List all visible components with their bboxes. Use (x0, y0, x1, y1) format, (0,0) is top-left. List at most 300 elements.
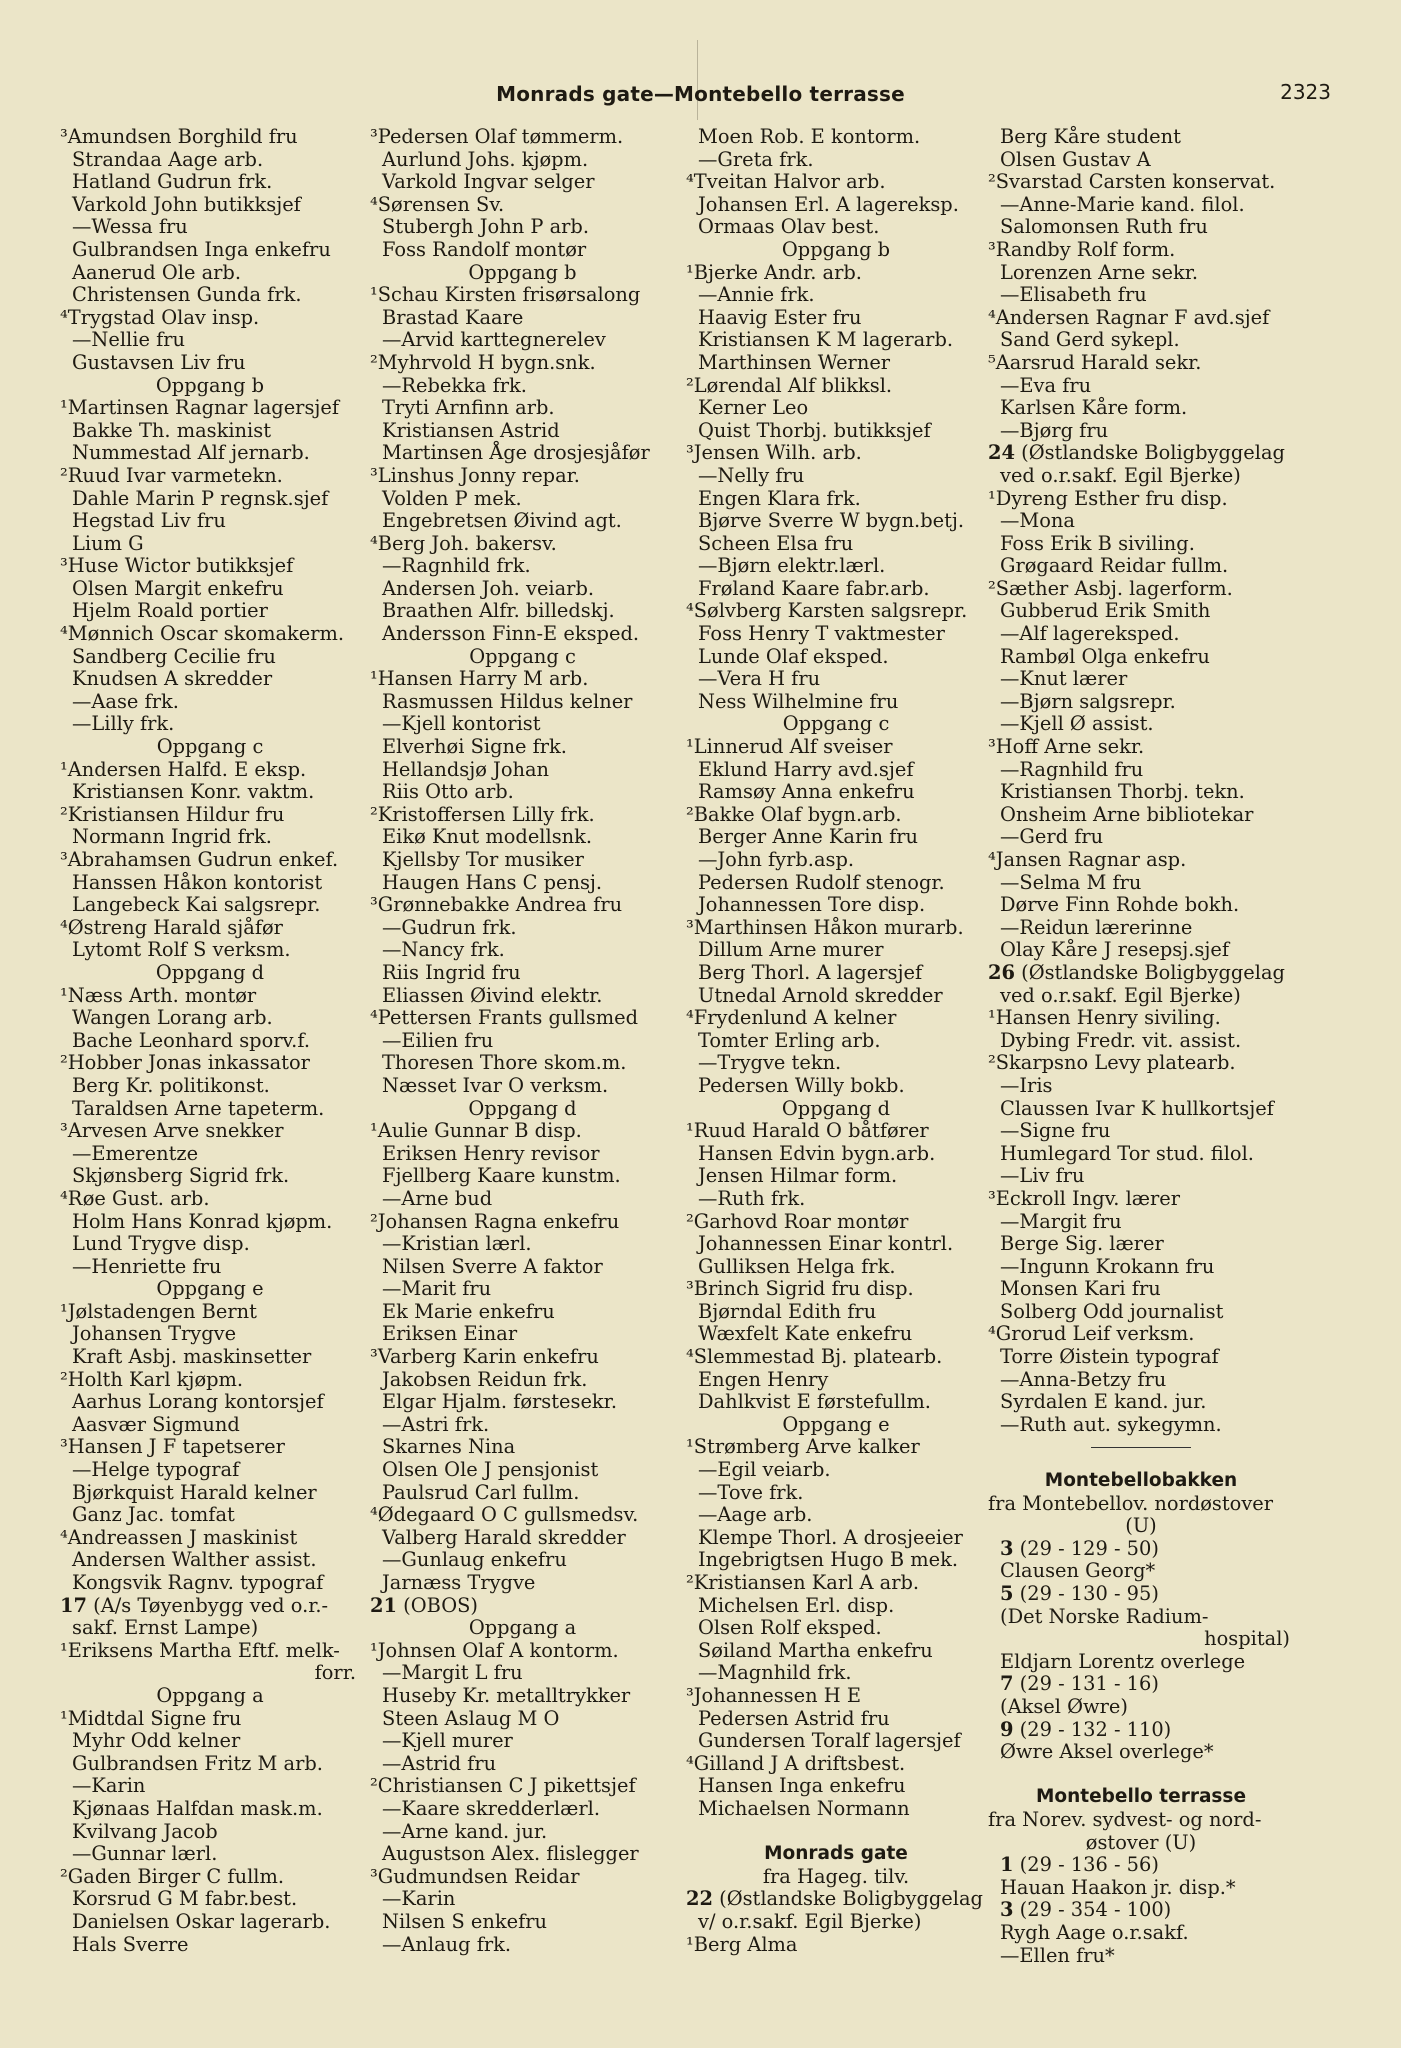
resident-entry: ved o.r.sakf. Egil Bjerke) (1000, 463, 1241, 487)
resident-entry: ²Garhovd Roar montør (686, 1209, 909, 1233)
resident-entry: ⁴Røe Gust. arb. (60, 1186, 210, 1210)
resident-entry: ²Hobber Jonas inkassator (60, 1051, 310, 1075)
building-entry (370, 1595, 675, 1618)
entrance-heading: Oppgang d (781, 1096, 891, 1120)
page-number: 2323 (1280, 80, 1331, 104)
resident-entry: —Anna-Betzy fru (1000, 1367, 1167, 1391)
building-number: 24 (988, 441, 1015, 465)
resident-entry: ¹Ruud Harald O båtfører (686, 1119, 929, 1143)
resident-entry: Berg Kåre student (1000, 125, 1181, 148)
resident-entry: Monsen Kari fru (1000, 1277, 1161, 1301)
resident-entry: —Bjørg fru (1000, 418, 1109, 442)
resident-entry: Lium G (72, 531, 144, 555)
resident-entry: Haugen Hans C pensj. (382, 870, 603, 894)
resident-entry: Valberg Harald skredder (382, 1525, 626, 1549)
resident-entry: —Eva fru (1000, 373, 1092, 397)
resident-entry: ⁴Slemmestad Bj. platearb. (686, 1345, 943, 1369)
resident-entry: Ek Marie enkefru (382, 1299, 555, 1323)
resident-entry: Berg Thorl. A lagersjef (698, 960, 923, 984)
resident-entry: Foss Henry T vaktmester (698, 622, 945, 646)
resident-entry: Moen Rob. E kontorm. (698, 125, 921, 148)
resident-entry: ⁴Berg Joh. bakersv. (370, 531, 557, 555)
resident-entry: Hanssen Håkon kontorist (72, 870, 323, 894)
resident-entry: Hellandsjø Johan (382, 757, 550, 781)
resident-entry: Claussen Ivar K hullkortsjef (1000, 1096, 1274, 1120)
resident-entry: —Bjørn salgsrepr. (1000, 689, 1176, 713)
resident-entry: ¹Strømberg Arve kalker (686, 1435, 920, 1459)
resident-entry: Gulliksen Helga frk. (698, 1254, 896, 1278)
resident-entry: Onsheim Arne bibliotekar (1000, 802, 1254, 826)
resident-entry: —Elisabeth fru (1000, 283, 1147, 307)
resident-entry: ¹Midtdal Signe fru (60, 1706, 242, 1730)
building-owner: (29 - 136 - 56) (1013, 1853, 1159, 1877)
resident-entry: ³Linshus Jonny repar. (370, 463, 580, 487)
resident-entry: Aurlund Johs. kjøpm. (382, 147, 589, 171)
building-entry (988, 962, 1294, 985)
resident-entry: Elverhøi Signe frk. (382, 735, 567, 759)
entrance-heading: Oppgang a (156, 1683, 264, 1707)
resident-entry: ³Pedersen Olaf tømmerm. (370, 125, 624, 148)
resident-entry: ⁵Aarsrud Harald sekr. (988, 350, 1202, 374)
resident-entry: ³Gudmundsen Reidar (370, 1864, 580, 1888)
resident-entry: —Anne-Marie kand. filol. (1000, 192, 1245, 216)
building-number: 17 (60, 1593, 87, 1617)
resident-entry: —Karin (72, 1774, 146, 1798)
resident-entry: Engen Henry (698, 1367, 829, 1391)
resident-entry: ²Christiansen C J pikettsjef (370, 1774, 636, 1798)
resident-entry: Nummestad Alf jernarb. (72, 441, 310, 465)
building-owner: (Østlandske Boligbyggelag (1014, 441, 1285, 465)
resident-entry: —Egil veiarb. (698, 1458, 831, 1482)
resident-entry: Kristiansen Konr. vaktm. (72, 780, 315, 804)
resident-entry: —Rebekka frk. (382, 373, 527, 397)
resident-entry: ³Randby Rolf form. (988, 237, 1176, 261)
resident-entry: ¹Jølstadengen Bernt (60, 1299, 257, 1323)
resident-entry: Dahle Marin P regnsk.sjef (72, 486, 329, 510)
resident-entry: ³Arvesen Arve snekker (60, 1119, 284, 1143)
building-number: 3 (1000, 1898, 1014, 1922)
resident-entry: Dybing Fredr. vit. assist. (1000, 1028, 1242, 1052)
resident-entry: Gundersen Toralf lagersjef (698, 1729, 961, 1753)
resident-entry: —Wessa fru (72, 215, 188, 239)
resident-entry: Kraft Asbj. maskinsetter (72, 1345, 312, 1369)
resident-entry: Hjelm Roald portier (72, 599, 268, 623)
resident-entry: Eriksen Einar (382, 1322, 518, 1346)
entrance-heading: Oppgang b (781, 237, 891, 261)
building-owner: (Østlandske Boligbyggelag (1014, 960, 1285, 984)
resident-entry: Strandaa Aage arb. (72, 147, 264, 171)
resident-entry: Hansen Inga enkefru (698, 1774, 906, 1798)
resident-entry: ³Huse Wictor butikksjef (60, 554, 294, 578)
resident-entry: —Gunnar lærl. (72, 1842, 218, 1866)
resident-entry: —Marit fru (382, 1277, 492, 1301)
resident-entry: Clausen Georg* (1000, 1559, 1156, 1583)
resident-entry: Eliassen Øivind elektr. (382, 983, 603, 1007)
resident-entry: —Signe fru (1000, 1119, 1111, 1143)
resident-entry: Andersson Finn-E eksped. (382, 622, 640, 646)
resident-entry: Aarhus Lorang kontorsjef (72, 1390, 324, 1414)
resident-entry: Johannessen Tore disp. (698, 893, 926, 917)
resident-entry: ⁴Tveitan Halvor arb. (686, 170, 886, 194)
resident-entry: fra Montebellov. nordøstover (988, 1491, 1274, 1515)
resident-entry: —Karin (382, 1887, 456, 1911)
resident-entry: ¹Eriksens Martha Eftf. melk- (60, 1638, 340, 1662)
resident-entry: ³Eckroll Ingv. lærer (988, 1186, 1181, 1210)
resident-entry: ²Myhrvold H bygn.snk. (370, 350, 596, 374)
resident-entry: Eklund Harry avd.sjef (698, 757, 914, 781)
resident-entry: Øwre Aksel overlege* (1000, 1740, 1214, 1764)
resident-entry: —Kjell Ø assist. (1000, 712, 1154, 736)
resident-entry: Rasmussen Hildus kelner (382, 689, 633, 713)
resident-entry: Martinsen Åge drosjesjåfør (382, 441, 650, 465)
resident-entry: ¹Hansen Harry M arb. (370, 667, 589, 691)
building-owner: (29 - 129 - 50) (1013, 1536, 1159, 1560)
resident-entry: Fjellberg Kaare kunstm. (382, 1164, 621, 1188)
resident-entry: Thoresen Thore skom.m. (382, 1051, 627, 1075)
resident-entry: ²Svarstad Carsten konservat. (988, 170, 1276, 194)
resident-entry: ⁴Ødegaard O C gullsmedsv. (370, 1503, 639, 1527)
centered-note: fra Hageg. tilv. (762, 1864, 910, 1888)
resident-entry: —Gunlaug enkefru (382, 1548, 567, 1572)
resident-entry: —Arvid karttegnerelev (382, 328, 606, 352)
resident-entry: Kerner Leo (698, 396, 809, 420)
entrance-heading: Oppgang e (156, 1277, 264, 1301)
entrance-heading: Oppgang d (468, 1096, 577, 1120)
resident-entry: —Alf lagereksped. (1000, 622, 1180, 646)
resident-entry: Christensen Gunda frk. (72, 283, 302, 307)
building-entry (988, 1854, 1294, 1877)
resident-entry: Hansen Edvin bygn.arb. (698, 1141, 936, 1165)
resident-entry: Rygh Aage o.r.sakf. (1000, 1920, 1189, 1944)
resident-entry: Jakobsen Reidun frk. (382, 1367, 588, 1391)
resident-entry: ³Amundsen Borghild fru (60, 125, 298, 148)
resident-entry: Augustson Alex. flislegger (382, 1842, 639, 1866)
resident-entry: Bakke Th. maskinist (72, 418, 271, 442)
resident-entry: Skarnes Nina (382, 1435, 516, 1459)
resident-entry: —Henriette fru (72, 1254, 222, 1278)
resident-entry: (Aksel Øwre) (1000, 1694, 1128, 1718)
resident-entry: Humlegard Tor stud. filol. (1000, 1141, 1254, 1165)
resident-entry: Engen Klara frk. (698, 486, 861, 510)
resident-entry: Rambøl Olga enkefru (1000, 644, 1210, 668)
resident-entry: Pedersen Willy bokb. (698, 1073, 905, 1097)
building-entry (686, 1888, 986, 1911)
resident-entry: Johansen Trygve (72, 1322, 237, 1346)
building-owner: (A/s Tøyenbygg ved o.r.- (86, 1593, 329, 1617)
resident-entry: Berger Anne Karin fru (698, 825, 919, 849)
resident-entry: Tomter Erling arb. (698, 1028, 881, 1052)
resident-entry: Braathen Alfr. billedskj. (382, 599, 615, 623)
resident-entry: ⁴Andreassen J maskinist (60, 1525, 298, 1549)
resident-entry: Hegstad Liv fru (72, 509, 226, 533)
resident-entry: Scheen Elsa fru (698, 531, 854, 555)
resident-entry: ³Hoff Arne sekr. (988, 735, 1145, 759)
resident-entry: Foss Erik B siviling. (1000, 531, 1195, 555)
building-owner: (29 - 131 - 16) (1013, 1672, 1159, 1696)
resident-entry: Riis Ingrid fru (382, 960, 521, 984)
resident-entry: Bache Leonhard sporv.f. (72, 1028, 310, 1052)
resident-entry: ¹Berg Alma (686, 1932, 798, 1956)
resident-entry: Engebretsen Øivind agt. (382, 509, 622, 533)
resident-entry: ³Marthinsen Håkon murarb. (686, 915, 964, 939)
resident-entry: Næsset Ivar O verksm. (382, 1073, 609, 1097)
resident-entry: Klempe Thorl. A drosjeeier (698, 1525, 963, 1549)
resident-entry: Pedersen Rudolf stenogr. (698, 870, 945, 894)
resident-entry: ved o.r.sakf. Egil Bjerke) (1000, 983, 1241, 1007)
resident-entry: —Aase frk. (72, 689, 179, 713)
building-number: 22 (686, 1887, 713, 1911)
resident-entry: ¹Hansen Henry siviling. (988, 1006, 1221, 1030)
resident-entry: Bjørkquist Harald kelner (72, 1480, 317, 1504)
building-owner: (29 - 130 - 95) (1013, 1582, 1159, 1605)
resident-entry: —Emerentze (72, 1141, 199, 1165)
building-owner: (29 - 354 - 100) (1013, 1898, 1172, 1922)
resident-entry: —Lilly frk. (72, 712, 175, 736)
resident-entry: ²Skarpsno Levy platearb. (988, 1051, 1236, 1075)
resident-entry: Lunde Olaf eksped. (698, 644, 889, 668)
resident-entry: Andersen Walther assist. (72, 1548, 317, 1572)
resident-entry: —Trygve tekn. (698, 1051, 842, 1075)
resident-entry: Grøgaard Reidar fullm. (1000, 554, 1229, 578)
resident-entry: Frøland Kaare fabr.arb. (698, 576, 930, 600)
resident-entry: ²Bakke Olaf bygn.arb. (686, 802, 902, 826)
resident-entry: —Kjell kontorist (382, 712, 541, 736)
resident-entry: Ness Wilhelmine fru (698, 689, 899, 713)
building-number: 5 (1000, 1582, 1014, 1605)
resident-entry: Brastad Kaare (382, 305, 524, 329)
resident-entry: Jensen Hilmar form. (698, 1164, 898, 1188)
resident-entry: ¹Schau Kirsten frisørsalong (370, 283, 641, 307)
resident-entry: sakf. Ernst Lampe) (72, 1616, 259, 1640)
resident-entry: Myhr Odd kelner (72, 1729, 241, 1753)
resident-entry: —Nellie fru (72, 328, 186, 352)
resident-entry: —Nelly fru (698, 463, 805, 487)
resident-entry: ³Hansen J F tapetserer (60, 1435, 285, 1459)
resident-entry: Bjørndal Edith fru (698, 1299, 877, 1323)
resident-entry: Wangen Lorang arb. (72, 1006, 273, 1030)
resident-entry: ⁴Grorud Leif verksm. (988, 1322, 1195, 1346)
resident-entry: —Magnhild frk. (698, 1661, 852, 1685)
resident-entry: Gulbrandsen Inga enkefru (72, 237, 331, 261)
resident-entry: Eriksen Henry revisor (382, 1141, 600, 1165)
resident-entry: Olay Kåre J resepsj.sjef (1000, 938, 1229, 962)
resident-entry: fra Norev. sydvest- og nord- (988, 1807, 1262, 1831)
resident-entry: Lytomt Rolf S verksm. (72, 938, 291, 962)
resident-entry: ⁴Frydenlund A kelner (686, 1006, 897, 1030)
resident-entry: —Ruth frk. (698, 1186, 806, 1210)
resident-entry: —Helge typograf (72, 1458, 240, 1482)
resident-entry: ²Kristoffersen Lilly frk. (370, 802, 595, 826)
resident-entry: —Knut lærer (1000, 667, 1128, 691)
entrance-heading: Oppgang d (155, 960, 265, 984)
resident-entry: ⁴Sølvberg Karsten salgsrepr. (686, 599, 968, 623)
continuation-text: forr. (314, 1661, 356, 1685)
resident-entry: Skjønsberg Sigrid frk. (72, 1164, 290, 1188)
resident-entry: Dørve Finn Rohde bokh. (1000, 893, 1240, 917)
entrance-heading: Oppgang c (469, 644, 576, 668)
resident-entry: —Astrid fru (382, 1751, 497, 1775)
resident-entry: —Kjell murer (382, 1729, 513, 1753)
resident-entry: —Aage arb. (698, 1503, 813, 1527)
resident-entry: Michaelsen Normann (698, 1796, 910, 1820)
resident-entry: ³Abrahamsen Gudrun enkef. (60, 848, 339, 871)
resident-entry: Kristiansen Thorbj. tekn. (1000, 780, 1245, 804)
directory-column-4 (988, 126, 1294, 1967)
resident-entry: Olsen Ole J pensjonist (382, 1458, 599, 1482)
resident-entry: —Arne bud (382, 1186, 493, 1210)
resident-entry: Karlsen Kåre form. (1000, 396, 1188, 420)
resident-entry: Tryti Arnfinn arb. (382, 396, 555, 420)
resident-entry: Dahlkvist E førstefullm. (698, 1390, 931, 1414)
building-entry (988, 1719, 1294, 1742)
resident-entry: ⁴Mønnich Oscar skomakerm. (60, 622, 345, 646)
resident-entry: —Ragnhild fru (1000, 757, 1144, 781)
resident-entry: ⁴Trygstad Olav insp. (60, 305, 260, 329)
resident-entry: Marthinsen Werner (698, 350, 891, 374)
resident-entry: Langebeck Kai salgsrepr. (72, 893, 321, 917)
resident-entry: Varkold Ingvar selger (382, 170, 595, 194)
building-number: 1 (1000, 1853, 1014, 1877)
resident-entry: Sand Gerd sykepl. (1000, 328, 1180, 352)
resident-entry: —Ellen fru* (1000, 1943, 1115, 1967)
section-divider (988, 1447, 1294, 1470)
resident-entry: —Reidun lærerinne (1000, 915, 1193, 939)
resident-entry: ²Ruud Ivar varmetekn. (60, 463, 283, 487)
resident-entry: —Vera H fru (698, 667, 821, 691)
resident-entry: Ormaas Olav best. (698, 215, 880, 239)
resident-entry: Syrdalen E kand. jur. (1000, 1390, 1207, 1414)
resident-entry: Andersen Joh. veiarb. (382, 576, 595, 600)
resident-entry: —Arne kand. jur. (382, 1819, 548, 1843)
resident-entry: Hauan Haakon jr. disp.* (1000, 1875, 1236, 1899)
building-entry (988, 1899, 1294, 1922)
resident-entry: —Iris (1000, 1073, 1053, 1097)
resident-entry: ¹Linnerud Alf sveiser (686, 735, 893, 759)
resident-entry: Berge Sig. lærer (1000, 1232, 1164, 1256)
resident-entry: Eldjarn Lorentz overlege (1000, 1649, 1246, 1673)
resident-entry: Kjønaas Halfdan mask.m. (72, 1796, 323, 1820)
resident-entry: ⁴Andersen Ragnar F avd.sjef (988, 305, 1270, 329)
resident-entry: Riis Otto arb. (382, 780, 514, 804)
entrance-heading: Oppgang a (468, 1616, 577, 1640)
building-number: 26 (988, 960, 1015, 984)
resident-entry: —Annie frk. (698, 283, 815, 307)
resident-entry: ⁴Østreng Harald sjåfør (60, 915, 283, 939)
resident-entry: Gustavsen Liv fru (72, 350, 246, 374)
resident-entry: ³Grønnebakke Andrea fru (370, 893, 623, 917)
resident-entry: —Kristian lærl. (382, 1232, 532, 1256)
resident-entry: ¹Aulie Gunnar B disp. (370, 1119, 582, 1143)
resident-entry: Ramsøy Anna enkefru (698, 780, 915, 804)
page-header (0, 82, 1401, 112)
resident-entry: —Nancy frk. (382, 938, 505, 962)
resident-entry: —Liv fru (1000, 1164, 1085, 1188)
resident-entry: ²Lørendal Alf blikksl. (686, 373, 893, 397)
resident-entry: —Kaare skredderlærl. (382, 1796, 600, 1820)
resident-entry: —Tove frk. (698, 1480, 804, 1504)
resident-entry: (Det Norske Radium- (1000, 1604, 1209, 1628)
resident-entry: ⁴Sørensen Sv. (370, 192, 505, 216)
resident-entry: —Margit fru (1000, 1209, 1122, 1233)
resident-entry: ²Gaden Birger C fullm. (60, 1864, 285, 1888)
building-owner: (Østlandske Boligbyggelag (712, 1887, 983, 1911)
resident-entry: —Mona (1000, 509, 1075, 533)
resident-entry: Nilsen Sverre A faktor (382, 1254, 603, 1278)
building-entry (60, 1595, 360, 1618)
resident-entry: Pedersen Astrid fru (698, 1706, 890, 1730)
resident-entry: ³Jensen Wilh. arb. (686, 441, 862, 465)
resident-entry: —John fyrb.asp. (698, 848, 855, 871)
resident-entry: Solberg Odd journalist (1000, 1299, 1224, 1323)
resident-entry: Olsen Rolf eksped. (698, 1616, 882, 1640)
resident-entry: Jarnæss Trygve (382, 1571, 536, 1594)
building-owner: (OBOS) (396, 1593, 478, 1617)
resident-entry: Haavig Ester fru (698, 305, 862, 329)
resident-entry: Michelsen Erl. disp. (698, 1593, 895, 1617)
resident-entry: Kongsvik Ragnv. typograf (72, 1571, 324, 1594)
entrance-heading: Oppgang c (156, 735, 264, 759)
building-entry (988, 1583, 1294, 1606)
resident-entry: ³Brinch Sigrid fru disp. (686, 1277, 914, 1301)
resident-entry: Wæxfelt Kate enkefru (698, 1322, 913, 1346)
resident-entry: Ganz Jac. tomfat (72, 1503, 235, 1527)
resident-entry: ¹Dyreng Esther fru disp. (988, 486, 1228, 510)
resident-entry: —Astri frk. (382, 1412, 490, 1436)
resident-entry: —Eilien fru (382, 1028, 494, 1052)
resident-entry: Salomonsen Ruth fru (1000, 215, 1208, 239)
resident-entry: Olsen Margit enkefru (72, 576, 284, 600)
resident-entry: —Gerd fru (1000, 825, 1104, 849)
resident-entry: Varkold John butikksjef (72, 192, 301, 216)
resident-entry: v/ o.r.sakf. Egil Bjerke) (698, 1909, 922, 1933)
resident-entry: Hals Sverre (72, 1932, 189, 1956)
resident-entry: ²Kristiansen Hildur fru (60, 802, 285, 826)
resident-entry: Berg Kr. politikonst. (72, 1073, 270, 1097)
resident-entry: ³Johannessen H E (686, 1683, 861, 1707)
resident-entry: ²Sæther Asbj. lagerform. (988, 576, 1233, 600)
directory-column-1 (60, 126, 360, 1956)
resident-entry: ⁴Pettersen Frants gullsmed (370, 1006, 639, 1030)
resident-entry: Nilsen S enkefru (382, 1909, 548, 1933)
entrance-heading: Oppgang b (468, 260, 577, 284)
resident-entry: —Anlaug frk. (382, 1932, 512, 1956)
spacer (988, 1764, 1294, 1787)
spacer (686, 1821, 986, 1844)
resident-entry: —Ruth aut. sykegymn. (1000, 1412, 1222, 1436)
directory-column-2 (370, 126, 675, 1956)
resident-entry: Foss Randolf montør (382, 237, 587, 261)
street-heading: Monrads gate (764, 1843, 908, 1865)
resident-entry: Olsen Gustav A (1000, 147, 1151, 171)
resident-entry: Søiland Martha enkefru (698, 1638, 933, 1662)
resident-entry: ¹Johnsen Olaf A kontorm. (370, 1638, 619, 1662)
resident-entry: Aanerud Ole arb. (72, 260, 242, 284)
resident-entry: Johannessen Einar kontrl. (698, 1232, 954, 1256)
resident-entry: ²Holth Karl kjøpm. (60, 1367, 244, 1391)
resident-entry: —Ragnhild frk. (382, 554, 531, 578)
resident-entry: Kristiansen Astrid (382, 418, 560, 442)
resident-entry: —Margit L fru (382, 1661, 523, 1685)
resident-entry: Lorenzen Arne sekr. (1000, 260, 1199, 284)
resident-entry: Normann Ingrid frk. (72, 825, 272, 849)
resident-entry: Sandberg Cecilie fru (72, 644, 276, 668)
resident-entry: Kjellsby Tor musiker (382, 848, 584, 871)
building-entry (988, 442, 1294, 465)
resident-entry: —Gudrun frk. (382, 915, 517, 939)
entrance-heading: Oppgang c (782, 712, 890, 736)
building-owner: (29 - 132 - 110) (1013, 1717, 1172, 1741)
street-heading: Montebello terrasse (1036, 1786, 1246, 1808)
